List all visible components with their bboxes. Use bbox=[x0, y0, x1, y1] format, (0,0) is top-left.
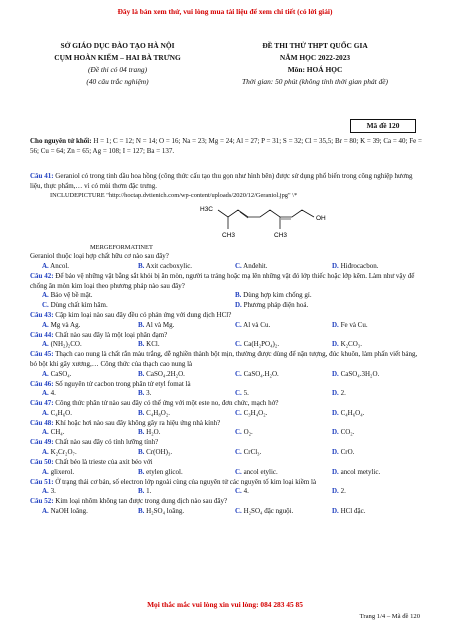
geraniol-structure-svg bbox=[200, 201, 360, 247]
option-a[interactable]: A. (NH₂)₂CO. bbox=[42, 340, 82, 349]
question-text: Chất béo là trieste của axit béo với bbox=[55, 457, 153, 466]
options-45 bbox=[30, 370, 422, 380]
question-49 bbox=[30, 438, 422, 448]
header-left bbox=[30, 40, 205, 88]
option-letter: D. bbox=[332, 408, 339, 417]
option-letter: C. bbox=[42, 301, 49, 310]
question-label: Câu 51: bbox=[30, 477, 54, 486]
school-year: NĂM HỌC 2022-2023 bbox=[279, 53, 351, 62]
option-c[interactable]: C. 5. bbox=[235, 389, 249, 398]
question-text: Chất nào sau đây là một loại phân đạm? bbox=[55, 330, 168, 339]
option-letter: A. bbox=[42, 447, 49, 456]
option-b[interactable]: B. etylen glicol. bbox=[138, 467, 183, 476]
question-text: Chất nào sau đây có tính lưỡng tính? bbox=[55, 438, 159, 447]
include-picture-field: INCLUDEPICTURE "http://hoctap.dvtienich.com/wp-content/uploads/2020/12/Geraniol.jpg" \* bbox=[50, 192, 298, 200]
atomic-masses-label: Cho nguyên tử khối: bbox=[30, 137, 92, 145]
option-a[interactable]: A. Bảo vệ bề mặt. bbox=[42, 291, 93, 300]
question-text: Để bảo vệ những vật bằng sắt khỏi bị ăn mòn, người ta tráng hoặc mạ lên những vật đó lớp thiếc hoặc lớp kẽm. Làm như vậy để chống ăn mòn kim loại theo phương pháp nào sau đây? bbox=[30, 271, 415, 290]
option-letter: A. bbox=[42, 467, 49, 476]
department-name: SỞ GIÁO DỤC ĐÀO TẠO HÀ NỘI bbox=[60, 41, 175, 50]
question-label: Câu 42: bbox=[30, 271, 54, 280]
option-letter: A. bbox=[42, 408, 49, 417]
page-footer: Trang 1/4 – Mã đề 120 bbox=[359, 613, 420, 620]
question-label: Câu 41: bbox=[30, 172, 54, 180]
options-42-row1 bbox=[30, 291, 422, 301]
exam-title: ĐỀ THI THỬ THPT QUỐC GIA bbox=[262, 41, 368, 50]
question-41-prompt: Geraniol thuộc loại hợp chất hữu cơ nào sau đây? bbox=[30, 252, 169, 261]
option-b[interactable]: B. CaSO₄.2H₂O. bbox=[138, 369, 185, 378]
options-48 bbox=[30, 428, 422, 438]
question-label: Câu 43: bbox=[30, 311, 54, 320]
option-letter: D. bbox=[332, 467, 339, 476]
option-letter: C. bbox=[235, 487, 242, 496]
option-d[interactable]: D. 2. bbox=[332, 389, 346, 398]
question-label: Câu 47: bbox=[30, 399, 54, 408]
option-d[interactable]: D. HCl đặc. bbox=[332, 506, 366, 515]
option-letter: D. bbox=[332, 447, 339, 456]
option-letter: A. bbox=[42, 320, 49, 329]
option-letter: B. bbox=[138, 340, 145, 349]
option-letter: B. bbox=[235, 291, 242, 300]
option-a[interactable]: A. K₂Cr₂O₇. bbox=[42, 447, 77, 456]
question-label: Câu 52: bbox=[30, 497, 54, 506]
option-c[interactable]: C. O₂. bbox=[235, 428, 253, 437]
option-letter: D. bbox=[332, 320, 339, 329]
option-letter: D. bbox=[332, 428, 339, 437]
question-50 bbox=[30, 458, 422, 468]
option-letter: D. bbox=[332, 369, 339, 378]
h3c-label: H3C bbox=[200, 205, 214, 213]
option-letter: A. bbox=[42, 261, 49, 270]
option-b[interactable]: B. Dùng hợp kim chống gỉ. bbox=[235, 291, 312, 300]
option-d[interactable]: D. 2. bbox=[332, 487, 346, 496]
ch3-left-label: CH3 bbox=[222, 231, 236, 239]
question-label: Câu 45: bbox=[30, 350, 54, 359]
question-label: Câu 46: bbox=[30, 379, 54, 388]
option-letter: A. bbox=[42, 369, 49, 378]
option-letter: D. bbox=[332, 340, 339, 349]
atomic-masses bbox=[30, 136, 422, 156]
question-42 bbox=[30, 272, 422, 291]
option-c[interactable]: C. CrCl₃. bbox=[235, 447, 262, 456]
question-text: Công thức phân tử nào sau đây có thể ứng với một este no, đơn chức, mạch hở? bbox=[55, 399, 279, 408]
page-count-note: (Đề thi có 04 trang) bbox=[87, 65, 148, 74]
question-48 bbox=[30, 419, 422, 429]
options-51 bbox=[30, 487, 422, 497]
header-right bbox=[210, 40, 420, 88]
oh-label: OH bbox=[316, 214, 326, 222]
question-52 bbox=[30, 497, 422, 507]
options-42-row2 bbox=[30, 301, 422, 311]
option-letter: C. bbox=[235, 389, 242, 398]
option-a[interactable]: A. 4. bbox=[42, 389, 56, 398]
option-c[interactable]: C. Anđehit. bbox=[235, 261, 268, 270]
question-label: Câu 49: bbox=[30, 438, 54, 447]
option-letter: C. bbox=[235, 340, 242, 349]
option-c[interactable]: C. 4. bbox=[235, 487, 249, 496]
question-text: Geraniol có trong tinh dầu hoa hồng (công thức cấu tạo thu gọn như hình bên) được sử dụng phổ biến trong công nghiệp hương liệu, thực phẩm,… vì có mùi thơm đặc trưng. bbox=[30, 172, 413, 190]
option-d[interactable]: D. ancol metylic. bbox=[332, 467, 381, 476]
contact-line: Mọi thắc mắc vui lòng xin vui lòng: 084 283 45 85 bbox=[147, 600, 303, 609]
options-47 bbox=[30, 409, 422, 419]
option-letter: B. bbox=[138, 261, 145, 270]
option-a[interactable]: A. C₄H₆O. bbox=[42, 408, 72, 417]
exam-code-box: Mã đề 120 bbox=[350, 119, 416, 133]
preview-banner: Đây là bản xem thử, vui lòng mua tài liệu để xem chi tiết (có lời giải) bbox=[117, 7, 333, 16]
option-c[interactable]: C. Ca(H₂PO₄)₂. bbox=[235, 340, 280, 349]
question-41 bbox=[30, 172, 422, 191]
option-b[interactable]: B. H₂SO₄ loãng. bbox=[138, 506, 185, 515]
options-52 bbox=[30, 507, 422, 517]
option-d[interactable]: D. Fe và Cu. bbox=[332, 320, 368, 329]
option-letter: B. bbox=[138, 389, 145, 398]
option-c[interactable]: C. CaSO₄.H₂O. bbox=[235, 369, 279, 378]
option-letter: C. bbox=[235, 320, 242, 329]
question-43 bbox=[30, 311, 422, 321]
option-c[interactable]: C. H₂SO₄ đặc nguội. bbox=[235, 506, 294, 515]
option-letter: C. bbox=[235, 408, 242, 417]
question-47 bbox=[30, 399, 422, 409]
options-50 bbox=[30, 468, 422, 478]
option-letter: D. bbox=[332, 389, 339, 398]
question-text: Cặp kim loại nào sau đây đều có phản ứng với dung dịch HCl? bbox=[55, 311, 232, 320]
option-letter: C. bbox=[235, 447, 242, 456]
question-51 bbox=[30, 478, 422, 488]
question-44 bbox=[30, 331, 422, 341]
cluster-name: CỤM HOÀN KIẾM – HAI BÀ TRƯNG bbox=[54, 53, 181, 62]
options-43 bbox=[30, 321, 422, 331]
option-letter: B. bbox=[138, 487, 145, 496]
question-count-note: (40 câu trắc nghiệm) bbox=[86, 77, 149, 86]
time-limit: Thời gian: 50 phút (không tính thời gian phát đề) bbox=[241, 77, 389, 86]
option-letter: B. bbox=[138, 408, 145, 417]
option-letter: A. bbox=[42, 506, 49, 515]
questions bbox=[30, 172, 422, 517]
option-b[interactable]: B. 1. bbox=[138, 487, 152, 496]
question-text: Khí hoặc hơi nào sau đây không gây ra hiệu ứng nhà kính? bbox=[55, 418, 221, 427]
option-a[interactable]: A. CaSO₄. bbox=[42, 369, 72, 378]
option-d[interactable]: D. Phương pháp điện hoá. bbox=[235, 301, 309, 310]
atomic-masses-text: H = 1; C = 12; N = 14; O = 16; Na = 23; Mg = 24; Al = 27; P = 31; S = 32; Cl = 35,5; Br = 80; K = 39; Ca = 40; Fe = 56; Cu = 64; Zn = 65; Ag = 108; I = 127; Ba = 137. bbox=[30, 137, 422, 155]
geraniol-structure bbox=[200, 201, 360, 247]
question-46 bbox=[30, 380, 422, 390]
option-letter: C. bbox=[235, 428, 242, 437]
option-a[interactable]: A. Ancol. bbox=[42, 261, 70, 270]
question-text: Kim loại nhôm không tan được trong dung dịch nào sau đây? bbox=[55, 497, 228, 506]
options-41 bbox=[30, 262, 422, 272]
subject: Môn: HOÁ HỌC bbox=[287, 65, 343, 74]
option-letter: D. bbox=[235, 301, 242, 310]
question-label: Câu 48: bbox=[30, 418, 54, 427]
option-a[interactable]: A. NaOH loãng. bbox=[42, 506, 88, 515]
option-d[interactable]: D. K₂CO₃. bbox=[332, 340, 362, 349]
option-c[interactable]: C. Dùng chất kìm hãm. bbox=[42, 301, 108, 310]
option-letter: B. bbox=[138, 428, 145, 437]
option-letter: C. bbox=[235, 506, 242, 515]
option-letter: A. bbox=[42, 487, 49, 496]
option-letter: A. bbox=[42, 340, 49, 349]
option-letter: A. bbox=[42, 291, 49, 300]
option-d[interactable]: D. C₄H₆O₄. bbox=[332, 408, 365, 417]
option-letter: B. bbox=[138, 447, 145, 456]
options-44 bbox=[30, 340, 422, 350]
option-b[interactable]: B. Axit cacboxylic. bbox=[138, 261, 193, 270]
options-46 bbox=[30, 389, 422, 399]
option-a[interactable]: A. 3. bbox=[42, 487, 56, 496]
option-b[interactable]: B. Cr(OH)₃. bbox=[138, 447, 173, 456]
option-c[interactable]: C. Al và Cu. bbox=[235, 320, 271, 329]
option-letter: B. bbox=[138, 506, 145, 515]
option-b[interactable]: B. KCl. bbox=[138, 340, 160, 349]
option-b[interactable]: B. C₄H₈O₂. bbox=[138, 408, 171, 417]
option-b[interactable]: B. H₂O. bbox=[138, 428, 161, 437]
option-a[interactable]: A. Mg và Ag. bbox=[42, 320, 81, 329]
option-d[interactable]: D. CO₂. bbox=[332, 428, 355, 437]
option-a[interactable]: A. glixerol. bbox=[42, 467, 75, 476]
merge-format-field: MERGEFORMATINET bbox=[90, 243, 153, 251]
option-letter: A. bbox=[42, 389, 49, 398]
option-letter: B. bbox=[138, 467, 145, 476]
option-c[interactable]: C. C₃H₄O₂. bbox=[235, 408, 268, 417]
option-letter: C. bbox=[235, 261, 242, 270]
option-letter: C. bbox=[235, 467, 242, 476]
option-d[interactable]: D. CrO. bbox=[332, 447, 355, 456]
option-letter: D. bbox=[332, 506, 339, 515]
options-49 bbox=[30, 448, 422, 458]
option-b[interactable]: B. 3. bbox=[138, 389, 152, 398]
option-d[interactable]: D. CaSO₄.3H₂O. bbox=[332, 369, 380, 378]
option-c[interactable]: C. ancol etylic. bbox=[235, 467, 278, 476]
question-text: Ở trạng thái cơ bản, số electron lớp ngoài cùng của nguyên tử các nguyên tố kim loại kiềm là bbox=[55, 477, 317, 486]
ch3-right-label: CH3 bbox=[274, 231, 288, 239]
option-letter: B. bbox=[138, 320, 145, 329]
option-b[interactable]: B. Al và Mg. bbox=[138, 320, 175, 329]
option-letter: B. bbox=[138, 369, 145, 378]
option-letter: C. bbox=[235, 369, 242, 378]
question-label: Câu 44: bbox=[30, 330, 54, 339]
question-text: Thạch cao nung là chất rắn màu trắng, dễ nghiền thành bột mịn, thường được dùng để nặn tượng, đúc khuôn, làm phấn viết bảng, bó bột khi gãy xương,… Công thức của thạch cao nung là bbox=[30, 350, 418, 368]
option-a[interactable]: A. CH₄. bbox=[42, 428, 65, 437]
option-d[interactable]: D. Hiđrocacbon. bbox=[332, 261, 379, 270]
option-letter: D. bbox=[332, 261, 339, 270]
question-label: Câu 50: bbox=[30, 457, 54, 466]
question-45 bbox=[30, 350, 422, 369]
option-letter: A. bbox=[42, 428, 49, 437]
question-text: Số nguyên tử cacbon trong phân tử etyl fomat là bbox=[55, 379, 191, 388]
option-letter: D. bbox=[332, 487, 339, 496]
